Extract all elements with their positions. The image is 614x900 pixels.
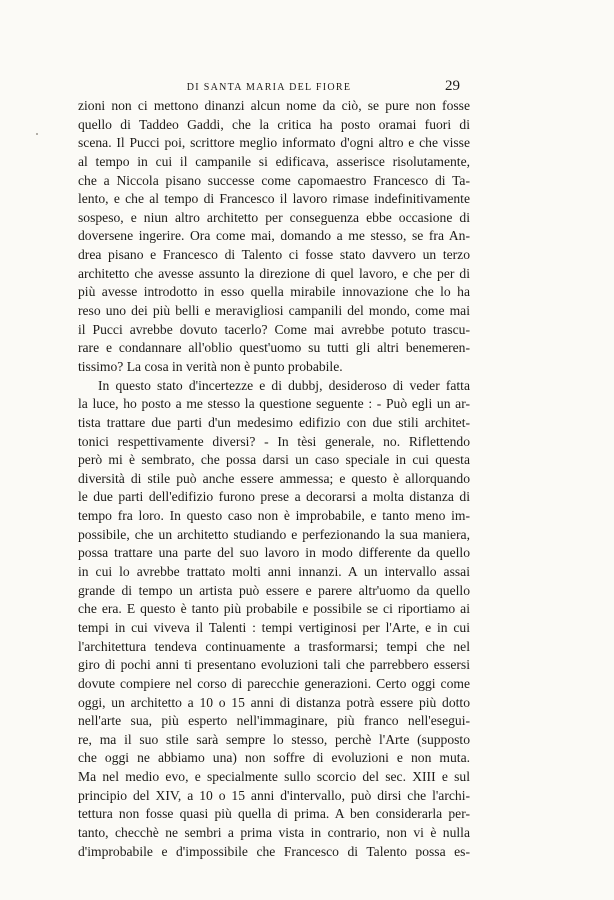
text-line: che oggi ne abbiamo una) non soffre di evoluzioni e non muta. (78, 750, 470, 766)
text-line: tanto, checchè ne sembri a prima vista in contrario, non vi è nulla (78, 824, 470, 840)
text-line: tempo fra loro. In questo caso non è improbabile, e tanto meno im- (78, 508, 470, 524)
text-line: al tempo in cui il campanile si edificava, asserisce risolutamente, (78, 153, 470, 169)
text-line: tonici respettivamente diversi? - In tèsi generale, no. Riflettendo (78, 433, 470, 449)
text-line: grande di tempo un artista può essere e parere altr'uomo da quello (78, 582, 470, 598)
running-head: DI SANTA MARIA DEL FIORE (186, 82, 352, 93)
text-line: giro di pochi anni ti presentano evoluzioni tali che parrebbero essersi (78, 657, 470, 673)
text-line: architetto che avesse assunto la direzione di quel lavoro, e che per di (78, 265, 470, 281)
text-line: principio del XIV, a 10 o 15 anni d'intervallo, può dirsi che l'archi- (78, 787, 470, 803)
text-line: zioni non ci mettono dinanzi alcun nome da ciò, se pure non fosse (78, 98, 470, 113)
text-line: diversità di stile può anche essere ammessa; e questo è allorquando (78, 470, 470, 486)
page-number: 29 (445, 78, 460, 94)
text-line: dovute compiere nel corso di parecchie generazioni. Certo oggi come (78, 675, 470, 691)
text-line: le due parti dell'edifizio furono prese a decorarsi a molta distanza di (78, 489, 470, 505)
text-line: tempi in cui viveva il Talenti : tempi vertiginosi per l'Arte, e in cui (78, 619, 470, 635)
text-line: lento, e che al tempo di Francesco il lavoro rimase indefinitivamente (78, 191, 470, 207)
text-line: possa trattare una parte del suo lavoro in modo differente da quello (78, 545, 470, 561)
text-line: rare e condannare all'oblio quest'uomo su tutti gli altri benemeren- (78, 340, 470, 356)
page-header (78, 80, 460, 96)
text-line: Ma nel medio evo, e specialmente sullo scorcio del sec. XIII e sul (78, 769, 470, 785)
text-line: tettura non fosse quasi più quella di prima. A ben considerarla per- (78, 806, 470, 822)
paragraph-end-line: tissimo? La cosa in verità non è punto probabile. (78, 358, 343, 374)
page-speck (36, 133, 38, 135)
text-line: oggi, un architetto a 10 o 15 anni di distanza potrà essere più dotto (78, 694, 470, 710)
text-line: che era. E questo è tanto più probabile e possibile se ci riportiamo ai (78, 601, 470, 617)
text-line: l'architettura tendeva continuamente a trasformarsi; tempi che nel (78, 638, 470, 654)
text-line: scena. Il Pucci poi, scrittore meglio informato d'ogni altro e che visse (78, 135, 470, 151)
text-line: in cui lo avrebbe trattato molti anni innanzi. A un intervallo assai (78, 564, 470, 580)
text-line: doversene ingerire. Ora come mai, domando a me stesso, se fra An- (78, 228, 470, 244)
text-line: possibile, che un architetto studiando e perfezionando la sua maniera, (78, 526, 470, 542)
text-line: la luce, ho posto a me stesso la questione seguente : - Può egli un ar- (78, 396, 470, 412)
text-line: tista trattare due parti d'un medesimo edifizio con due stili architet- (78, 414, 470, 430)
text-line: però mi è sembrato, che possa darsi un caso speciale in cui questa (78, 452, 470, 468)
text-line: il Pucci avrebbe dovuto tacerlo? Come mai avrebbe potuto trascu- (78, 321, 470, 337)
text-line: d'improbabile e d'impossibile che Francesco di Talento possa es- (78, 843, 470, 859)
text-line: più avesse introdotto in esso quella mirabile innovazione che lo ha (78, 284, 470, 300)
text-line: re, ma il suo stile sarà sempre lo stesso, perchè l'Arte (supposto (78, 731, 470, 747)
text-line: reso uno dei più belli e meravigliosi campanili del mondo, come mai (78, 303, 470, 319)
text-line: drea pisano e Francesco di Talento ci fosse stato davvero un terzo (78, 247, 470, 263)
text-line: quello di Taddeo Gaddi, che la critica ha posto oramai fuori di (78, 116, 470, 132)
text-line: nell'arte sua, più esperto nell'immaginare, più franco nell'esegui- (78, 713, 470, 729)
text-line: sospeso, e niun altro architetto per conseguenza ebbe occasione di (78, 209, 470, 225)
paragraph-start-line: In questo stato d'incertezze e di dubbj, desideroso di veder fatta (98, 377, 470, 393)
text-line: che a Niccola pisano successe come capomaestro Francesco di Ta- (78, 172, 470, 188)
body-text (78, 97, 470, 861)
